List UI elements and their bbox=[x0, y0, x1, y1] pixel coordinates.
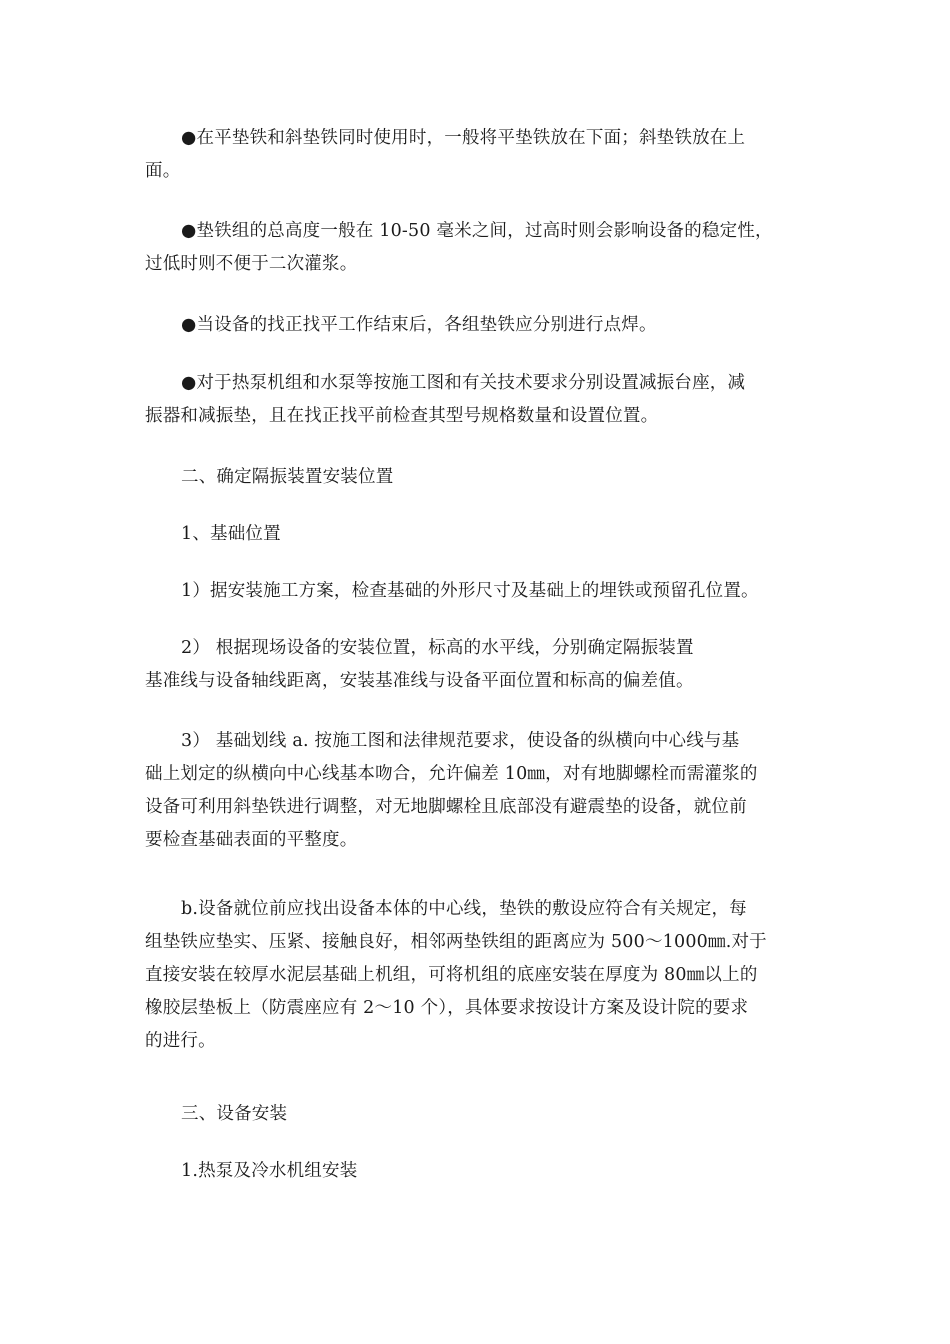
section-heading-3 bbox=[145, 1098, 805, 1131]
text-line: 橡胶层垫板上（防震座应有 2～10 个），具体要求按设计方案及设计院的要求 bbox=[145, 998, 749, 1018]
text-line: 设备可利用斜垫铁进行调整，对无地脚螺栓且底部没有避震垫的设备，就位前 bbox=[145, 797, 747, 817]
text-line: 1、基础位置 bbox=[181, 524, 281, 544]
text-line: 组垫铁应垫实、压紧、接触良好，相邻两垫铁组的距离应为 500～1000㎜.对于 bbox=[145, 932, 767, 952]
paragraph-bullet-shim-height bbox=[145, 215, 805, 281]
paragraph-bullet-flat-wedge-shims bbox=[145, 122, 805, 188]
text-line: ●在平垫铁和斜垫铁同时使用时，一般将平垫铁放在下面；斜垫铁放在上 bbox=[181, 128, 746, 148]
paragraph-bullet-vibration-dampers bbox=[145, 367, 805, 433]
text-line: ●当设备的找正找平工作结束后，各组垫铁应分别进行点焊。 bbox=[181, 315, 657, 335]
paragraph-item-1 bbox=[145, 575, 805, 608]
subheading-foundation-position bbox=[145, 518, 805, 551]
text-line: 基准线与设备轴线距离，安装基准线与设备平面位置和标高的偏差值。 bbox=[145, 671, 694, 691]
paragraph-item-b bbox=[145, 893, 805, 1058]
text-line: 2） 根据现场设备的安装位置，标高的水平线，分别确定隔振装置 bbox=[181, 638, 694, 658]
text-line: b.设备就位前应找出设备本体的中心线，垫铁的敷设应符合有关规定，每 bbox=[181, 899, 747, 919]
text-line: 面。 bbox=[145, 161, 181, 181]
section-heading-2 bbox=[145, 461, 805, 494]
text-line: ●对于热泵机组和水泵等按施工图和有关技术要求分别设置减振台座，减 bbox=[181, 373, 746, 393]
paragraph-item-2 bbox=[145, 632, 805, 698]
text-line: 过低时则不便于二次灌浆。 bbox=[145, 254, 358, 274]
text-line: 础上划定的纵横向中心线基本吻合，允许偏差 10㎜，对有地脚螺栓而需灌浆的 bbox=[145, 764, 758, 784]
text-line: ●垫铁组的总高度一般在 10-50 毫米之间，过高时则会影响设备的稳定性， bbox=[181, 221, 773, 241]
text-line: 1.热泵及冷水机组安装 bbox=[181, 1161, 358, 1181]
text-line: 三、设备安装 bbox=[181, 1104, 288, 1124]
text-line: 3） 基础划线 a. 按施工图和法律规范要求，使设备的纵横向中心线与基 bbox=[181, 731, 740, 751]
text-line: 振器和减振垫，且在找正找平前检查其型号规格数量和设置位置。 bbox=[145, 406, 659, 426]
text-line: 的进行。 bbox=[145, 1031, 216, 1051]
paragraph-bullet-spot-welding bbox=[145, 309, 805, 342]
text-line: 二、确定隔振装置安装位置 bbox=[181, 467, 394, 487]
text-line: 直接安装在较厚水泥层基础上机组，可将机组的底座安装在厚度为 80㎜以上的 bbox=[145, 965, 758, 985]
subheading-heat-pump-install bbox=[145, 1155, 805, 1188]
text-line: 1）据安装施工方案，检查基础的外形尺寸及基础上的埋铁或预留孔位置。 bbox=[181, 581, 759, 601]
text-line: 要检查基础表面的平整度。 bbox=[145, 830, 358, 850]
paragraph-item-3 bbox=[145, 725, 805, 857]
